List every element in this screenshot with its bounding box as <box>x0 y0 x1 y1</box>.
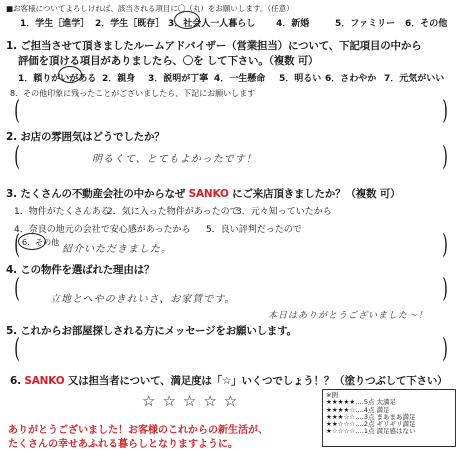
customer-type-newlywed[interactable]: 4．新婚 <box>276 19 310 29</box>
q2-handwritten-answer: 明るくて、とてもよかったです！ <box>92 154 257 165</box>
q1-option-refreshing[interactable]: 6．さわやか <box>325 74 377 84</box>
legend-row-3: ★★★☆☆‥‥3点 まあまあ満足 <box>326 412 416 421</box>
q5-question: 5. これからお部屋探しされる方にメッセージをお願いします。 <box>6 325 297 337</box>
rating-legend-box <box>322 389 456 447</box>
right-paren: ) <box>442 334 448 364</box>
selected-circle-mark <box>174 11 200 29</box>
q1-option-caring[interactable]: 2．親身 <box>102 74 136 84</box>
left-paren: ( <box>14 96 20 126</box>
q6-question-pre: 6. <box>10 375 25 387</box>
q3-other-label[interactable]: 6．その他 <box>22 238 60 247</box>
selected-circle-mark <box>58 66 82 83</box>
q3-option-good-reputation[interactable]: 5．良い評判だったので <box>206 225 302 235</box>
footer-thanks-line2: たくさんの幸せあふれる暮らしとなりますように。 <box>8 439 238 450</box>
legend-row-4: ★★★★☆‥‥4点 満足 <box>326 405 390 414</box>
customer-type-student-entrance[interactable]: 1．学生［進学］ <box>20 19 90 29</box>
satisfaction-stars[interactable]: ☆☆☆☆☆ <box>142 392 245 410</box>
header-note: ■お客様についてよろしければ、該当される項目に〇（丸）をお願いします。（任意） <box>6 4 294 13</box>
q1-question-line1: 1. ご担当させて頂きましたルームアドバイザー（営業担当）について、下記項目の中から <box>6 40 422 52</box>
q3-option-already-knew[interactable]: 3．元々知っていたから <box>236 207 332 217</box>
q1-option-cheerful[interactable]: 5．明るい <box>279 74 322 84</box>
q1-option-reliable[interactable]: 1．頼りがいがある <box>18 74 97 84</box>
q1-option-hardworking[interactable]: 4．一生懸命 <box>214 74 266 84</box>
customer-type-working-single[interactable]: 3．社会人一人暮らし <box>168 19 256 29</box>
q4-handwritten-extra: 本日はありがとうございました～！ <box>268 311 429 321</box>
left-paren: ( <box>14 142 20 172</box>
q1-other-label: 8．その他印象に残ったことがございましたら、下記にお願いします <box>10 89 256 98</box>
q6-question-post: 又は担当者について、満足度は「☆」いくつでしょう！？（塗りつぶして下さい） <box>64 375 448 387</box>
q3-handwritten-answer: 紹介いただきました。 <box>62 244 172 255</box>
q3-question-pre: 3. たくさんの不動産会社の中からなぜ <box>6 188 189 200</box>
legend-row-5: ★★★★★‥‥5点 大満足 <box>326 398 397 407</box>
q3-question-post: にご来店頂きましたか？（複数 可） <box>228 188 401 200</box>
left-paren: ( <box>14 274 20 304</box>
right-paren: ) <box>442 274 448 304</box>
footer-thanks-line1: ありがとうございました！お客様のこれからの新生活が、 <box>8 425 268 436</box>
q3-option-many-properties[interactable]: 1．物件がたくさんある <box>14 207 110 217</box>
legend-title: ※例 <box>326 391 338 399</box>
sanko-brand: SANKO <box>24 375 65 387</box>
legend-row-1: ★☆☆☆☆‥‥1点 満足感はない <box>326 427 416 436</box>
right-paren: ) <box>442 142 448 172</box>
customer-type-other[interactable]: 6．その他 <box>405 19 448 29</box>
right-paren: ) <box>442 96 448 126</box>
q1-question-line2: 評価を頂ける項目がありましたら、〇を して下さい。（複数 可） <box>18 55 319 67</box>
q2-question: 2. お店の雰囲気はどうでしたか？ <box>6 131 165 143</box>
right-paren: ) <box>442 230 448 260</box>
left-paren: ( <box>14 334 20 364</box>
q4-handwritten-answer: 立地とへやのきれいさ、お家賃です。 <box>50 294 236 305</box>
q4-question: 4. この物件を選ばれた理由は？ <box>6 264 155 276</box>
q1-option-careful-explanation[interactable]: 3．説明が丁寧 <box>148 74 209 84</box>
selected-circle-mark <box>18 233 46 250</box>
q3-question <box>6 186 400 201</box>
sanko-brand: SANKO <box>188 188 229 200</box>
q3-option-local-nara[interactable]: 4．奈良の地元の会社で安心感があったから <box>14 225 191 235</box>
customer-type-student-existing[interactable]: 2．学生［既存］ <box>95 19 165 29</box>
customer-type-family[interactable]: 5．ファミリー <box>335 19 396 29</box>
left-paren: ( <box>14 230 20 260</box>
q1-option-energetic[interactable]: 7．元気がいい <box>384 74 445 84</box>
legend-row-2: ★★☆☆☆‥‥2点 ギリギリ満足 <box>326 420 416 429</box>
q3-option-liked-property[interactable]: 2．気に入った物件があったので <box>107 207 239 217</box>
q6-question <box>10 373 448 388</box>
